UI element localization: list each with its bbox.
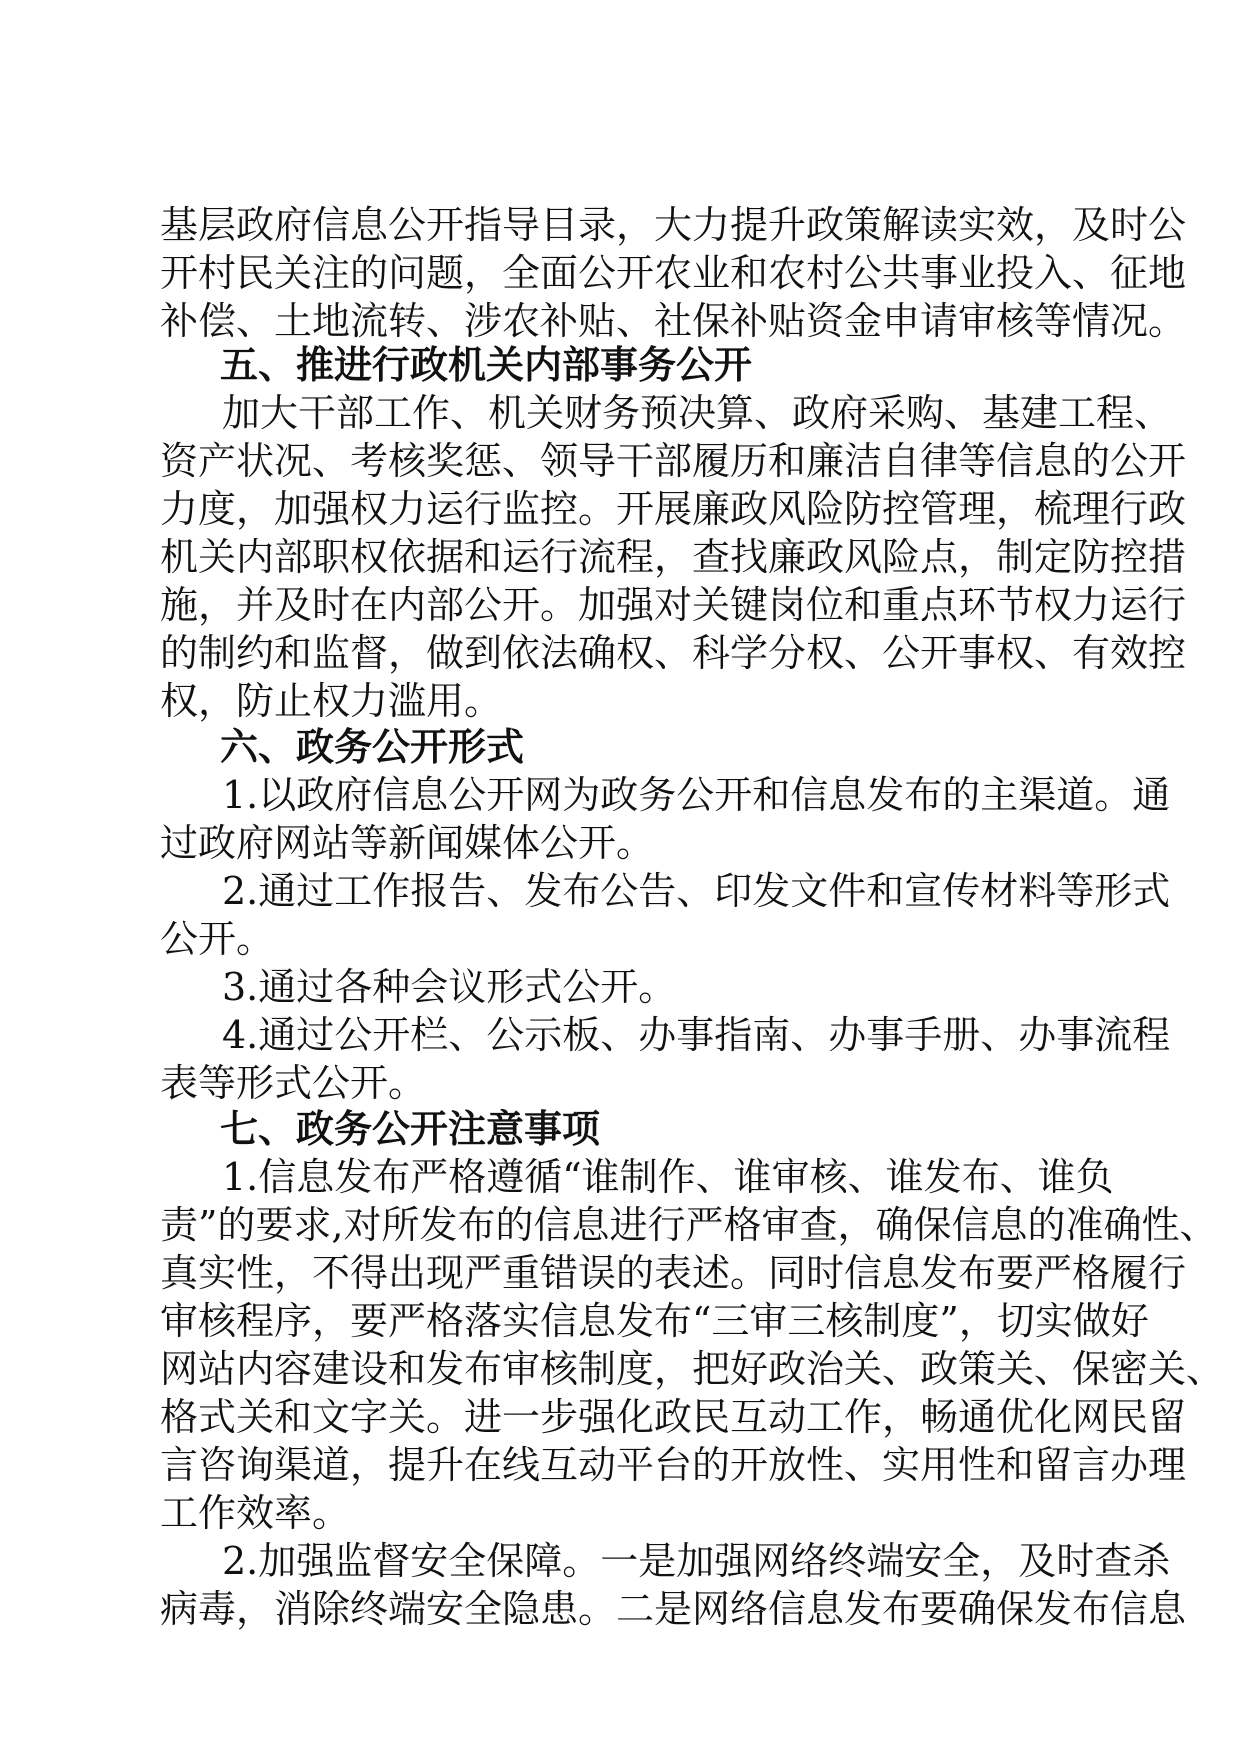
body-line: 言咨询渠道，提升在线互动平台的开放性、实用性和留言办理 bbox=[160, 1443, 1187, 1487]
document-page bbox=[160, 200, 1225, 1680]
body-line: 公开。 bbox=[160, 917, 275, 961]
body-line: 开村民关注的问题，全面公开农业和农村公共事业投入、征地 bbox=[160, 251, 1187, 295]
body-line: 3.通过各种会议形式公开。 bbox=[222, 965, 677, 1009]
body-line: 真实性，不得出现严重错误的表述。同时信息发布要严格履行 bbox=[160, 1251, 1187, 1295]
body-line: 1.以政府信息公开网为政务公开和信息发布的主渠道。通 bbox=[222, 773, 1171, 817]
body-line: 力度，加强权力运行监控。开展廉政风险防控管理，梳理行政 bbox=[160, 487, 1187, 531]
body-line: 格式关和文字关。进一步强化政民互动工作，畅通优化网民留 bbox=[160, 1395, 1187, 1439]
body-line: 网站内容建设和发布审核制度，把好政治关、政策关、保密关、 bbox=[160, 1347, 1225, 1391]
section-heading: 七、政务公开注意事项 bbox=[220, 1107, 601, 1151]
body-line: 2.加强监督安全保障。一是加强网络终端安全，及时查杀 bbox=[222, 1539, 1171, 1583]
body-line: 过政府网站等新闻媒体公开。 bbox=[160, 821, 655, 865]
body-line: 工作效率。 bbox=[160, 1491, 351, 1535]
body-line: 责”的要求,对所发布的信息进行严格审查，确保信息的准确性、 bbox=[160, 1203, 1218, 1247]
body-line: 审核程序，要严格落实信息发布“三审三核制度”，切实做好 bbox=[160, 1299, 1149, 1343]
body-line: 1.信息发布严格遵循“谁制作、谁审核、谁发布、谁负 bbox=[222, 1155, 1114, 1199]
body-line: 施，并及时在内部公开。加强对关键岗位和重点环节权力运行 bbox=[160, 583, 1187, 627]
body-line: 基层政府信息公开指导目录，大力提升政策解读实效，及时公 bbox=[160, 203, 1187, 247]
body-line: 资产状况、考核奖惩、领导干部履历和廉洁自律等信息的公开 bbox=[160, 439, 1187, 483]
body-line: 补偿、土地流转、涉农补贴、社保补贴资金申请审核等情况。 bbox=[160, 299, 1187, 343]
body-line: 的制约和监督，做到依法确权、科学分权、公开事权、有效控 bbox=[160, 631, 1187, 675]
body-line: 权，防止权力滥用。 bbox=[160, 679, 503, 723]
body-line: 机关内部职权依据和运行流程，查找廉政风险点，制定防控措 bbox=[160, 535, 1187, 579]
section-heading: 六、政务公开形式 bbox=[220, 725, 525, 769]
body-line: 4.通过公开栏、公示板、办事指南、办事手册、办事流程 bbox=[222, 1013, 1171, 1057]
body-line: 病毒，消除终端安全隐患。二是网络信息发布要确保发布信息 bbox=[160, 1587, 1187, 1631]
body-line: 加大干部工作、机关财务预决算、政府采购、基建工程、 bbox=[222, 391, 1173, 435]
section-heading: 五、推进行政机关内部事务公开 bbox=[220, 343, 753, 387]
body-line: 表等形式公开。 bbox=[160, 1061, 427, 1105]
body-line: 2.通过工作报告、发布公告、印发文件和宣传材料等形式 bbox=[222, 869, 1171, 913]
